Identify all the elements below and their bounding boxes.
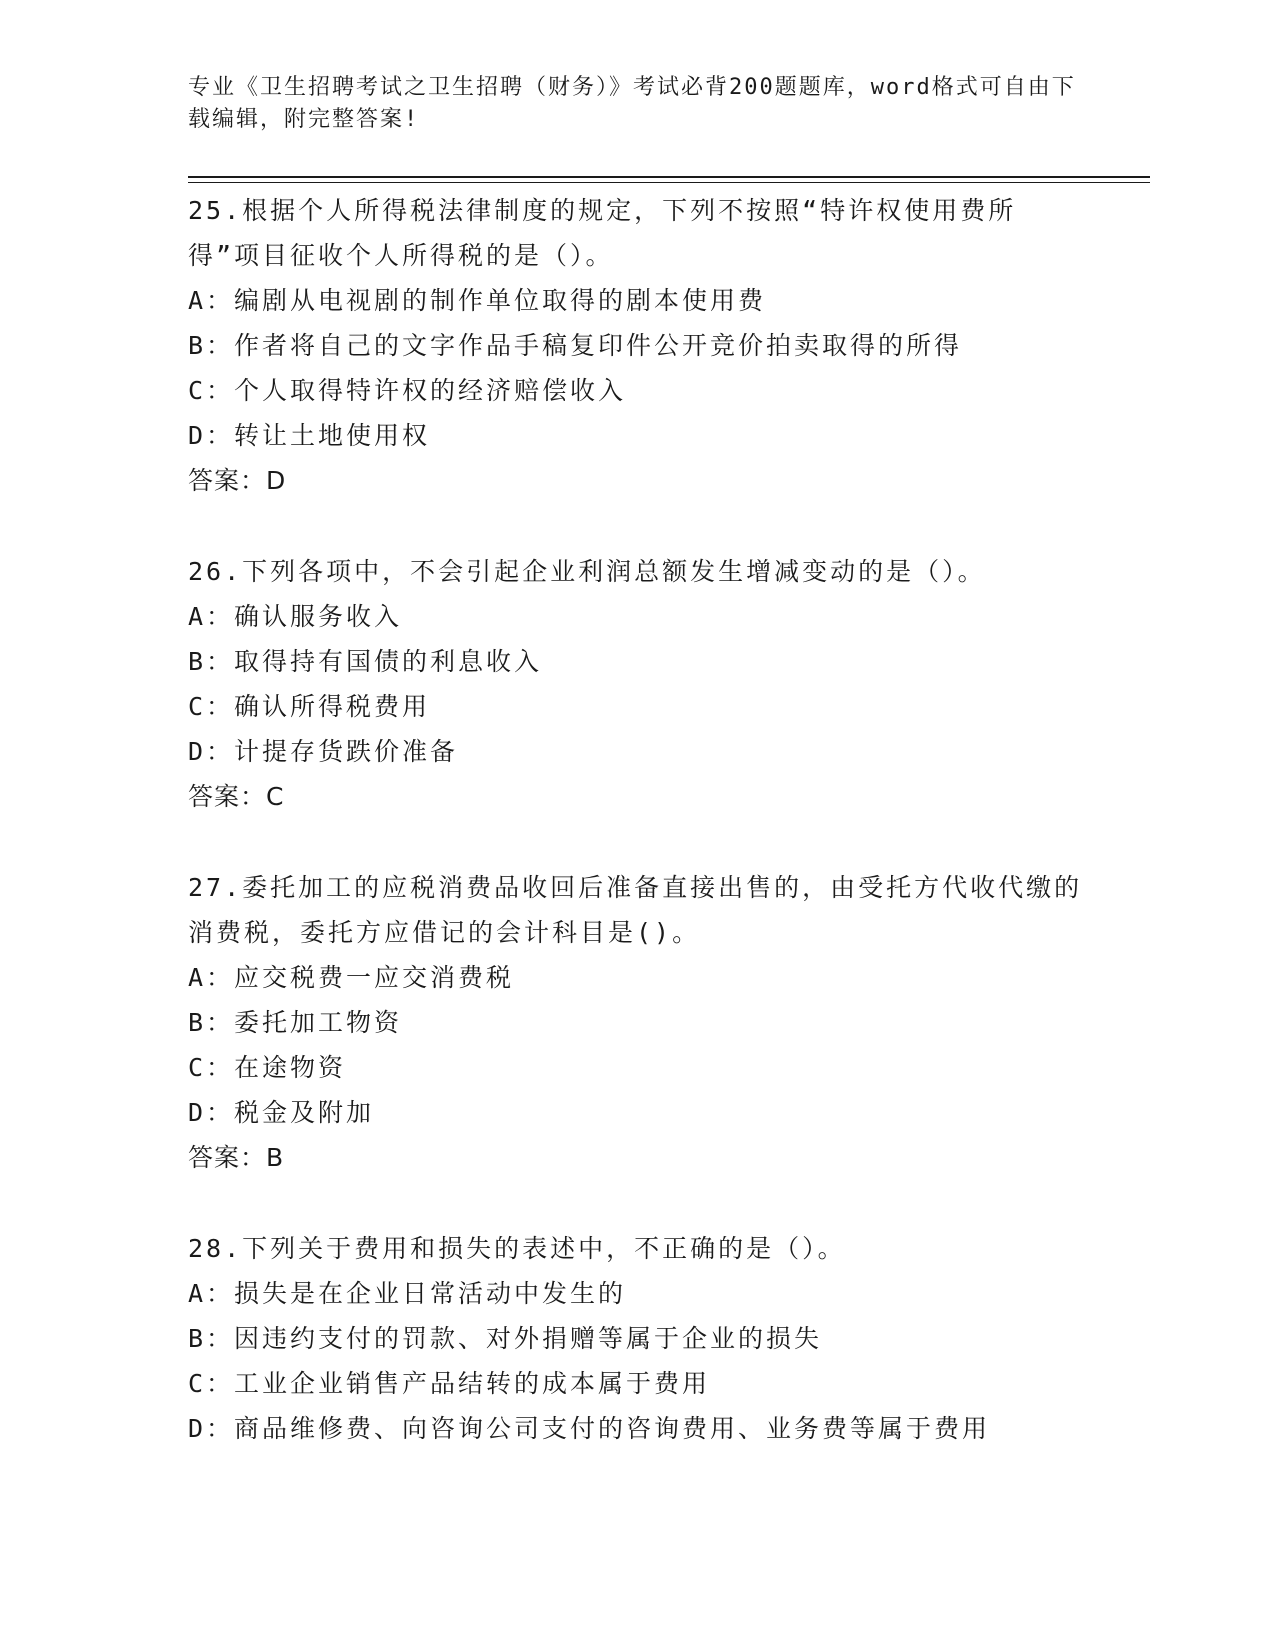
option-b: B：委托加工物资 (188, 1008, 403, 1037)
question-27 (188, 865, 1088, 1180)
question-stem: 28.下列关于费用和损失的表述中，不正确的是（）。 (188, 1234, 846, 1263)
question-25 (188, 188, 1088, 503)
answer-line: 答案：B (188, 1143, 285, 1172)
option-d: D：商品维修费、向咨询公司支付的咨询费用、业务费等属于费用 (188, 1414, 991, 1443)
question-28 (188, 1226, 1088, 1451)
option-a: A：损失是在企业日常活动中发生的 (188, 1279, 627, 1308)
question-list (188, 188, 1088, 1497)
option-c: C：个人取得特许权的经济赔偿收入 (188, 376, 627, 405)
question-stem: 27.委托加工的应税消费品收回后准备直接出售的，由受托方代收代缴的消费税，委托方应借记的会计科目是()。 (188, 873, 1083, 947)
option-b: B：取得持有国债的利息收入 (188, 647, 543, 676)
answer-line: 答案：D (188, 466, 287, 495)
option-a: A：应交税费一应交消费税 (188, 963, 515, 992)
option-b: B：作者将自己的文字作品手稿复印件公开竞价拍卖取得的所得 (188, 331, 963, 360)
option-c: C：在途物资 (188, 1053, 347, 1082)
option-d: D：税金及附加 (188, 1098, 375, 1127)
option-b: B：因违约支付的罚款、对外捐赠等属于企业的损失 (188, 1324, 823, 1353)
document-header: 专业《卫生招聘考试之卫生招聘（财务）》考试必背200题题库，word格式可自由下载编辑，附完整答案! (188, 75, 1076, 132)
question-stem: 25.根据个人所得税法律制度的规定，下列不按照“特许权使用费所得”项目征收个人所得税的是（）。 (188, 196, 1017, 270)
option-c: C：确认所得税费用 (188, 692, 431, 721)
header-divider-thin (188, 182, 1150, 183)
option-c: C：工业企业销售产品结转的成本属于费用 (188, 1369, 711, 1398)
header-divider-thick (188, 176, 1150, 178)
option-a: A：确认服务收入 (188, 602, 403, 631)
answer-line: 答案：C (188, 782, 285, 811)
option-d: D：转让土地使用权 (188, 421, 431, 450)
question-stem: 26.下列各项中，不会引起企业利润总额发生增减变动的是（）。 (188, 557, 986, 586)
option-a: A：编剧从电视剧的制作单位取得的剧本使用费 (188, 286, 767, 315)
option-d: D：计提存货跌价准备 (188, 737, 459, 766)
question-26 (188, 549, 1088, 819)
